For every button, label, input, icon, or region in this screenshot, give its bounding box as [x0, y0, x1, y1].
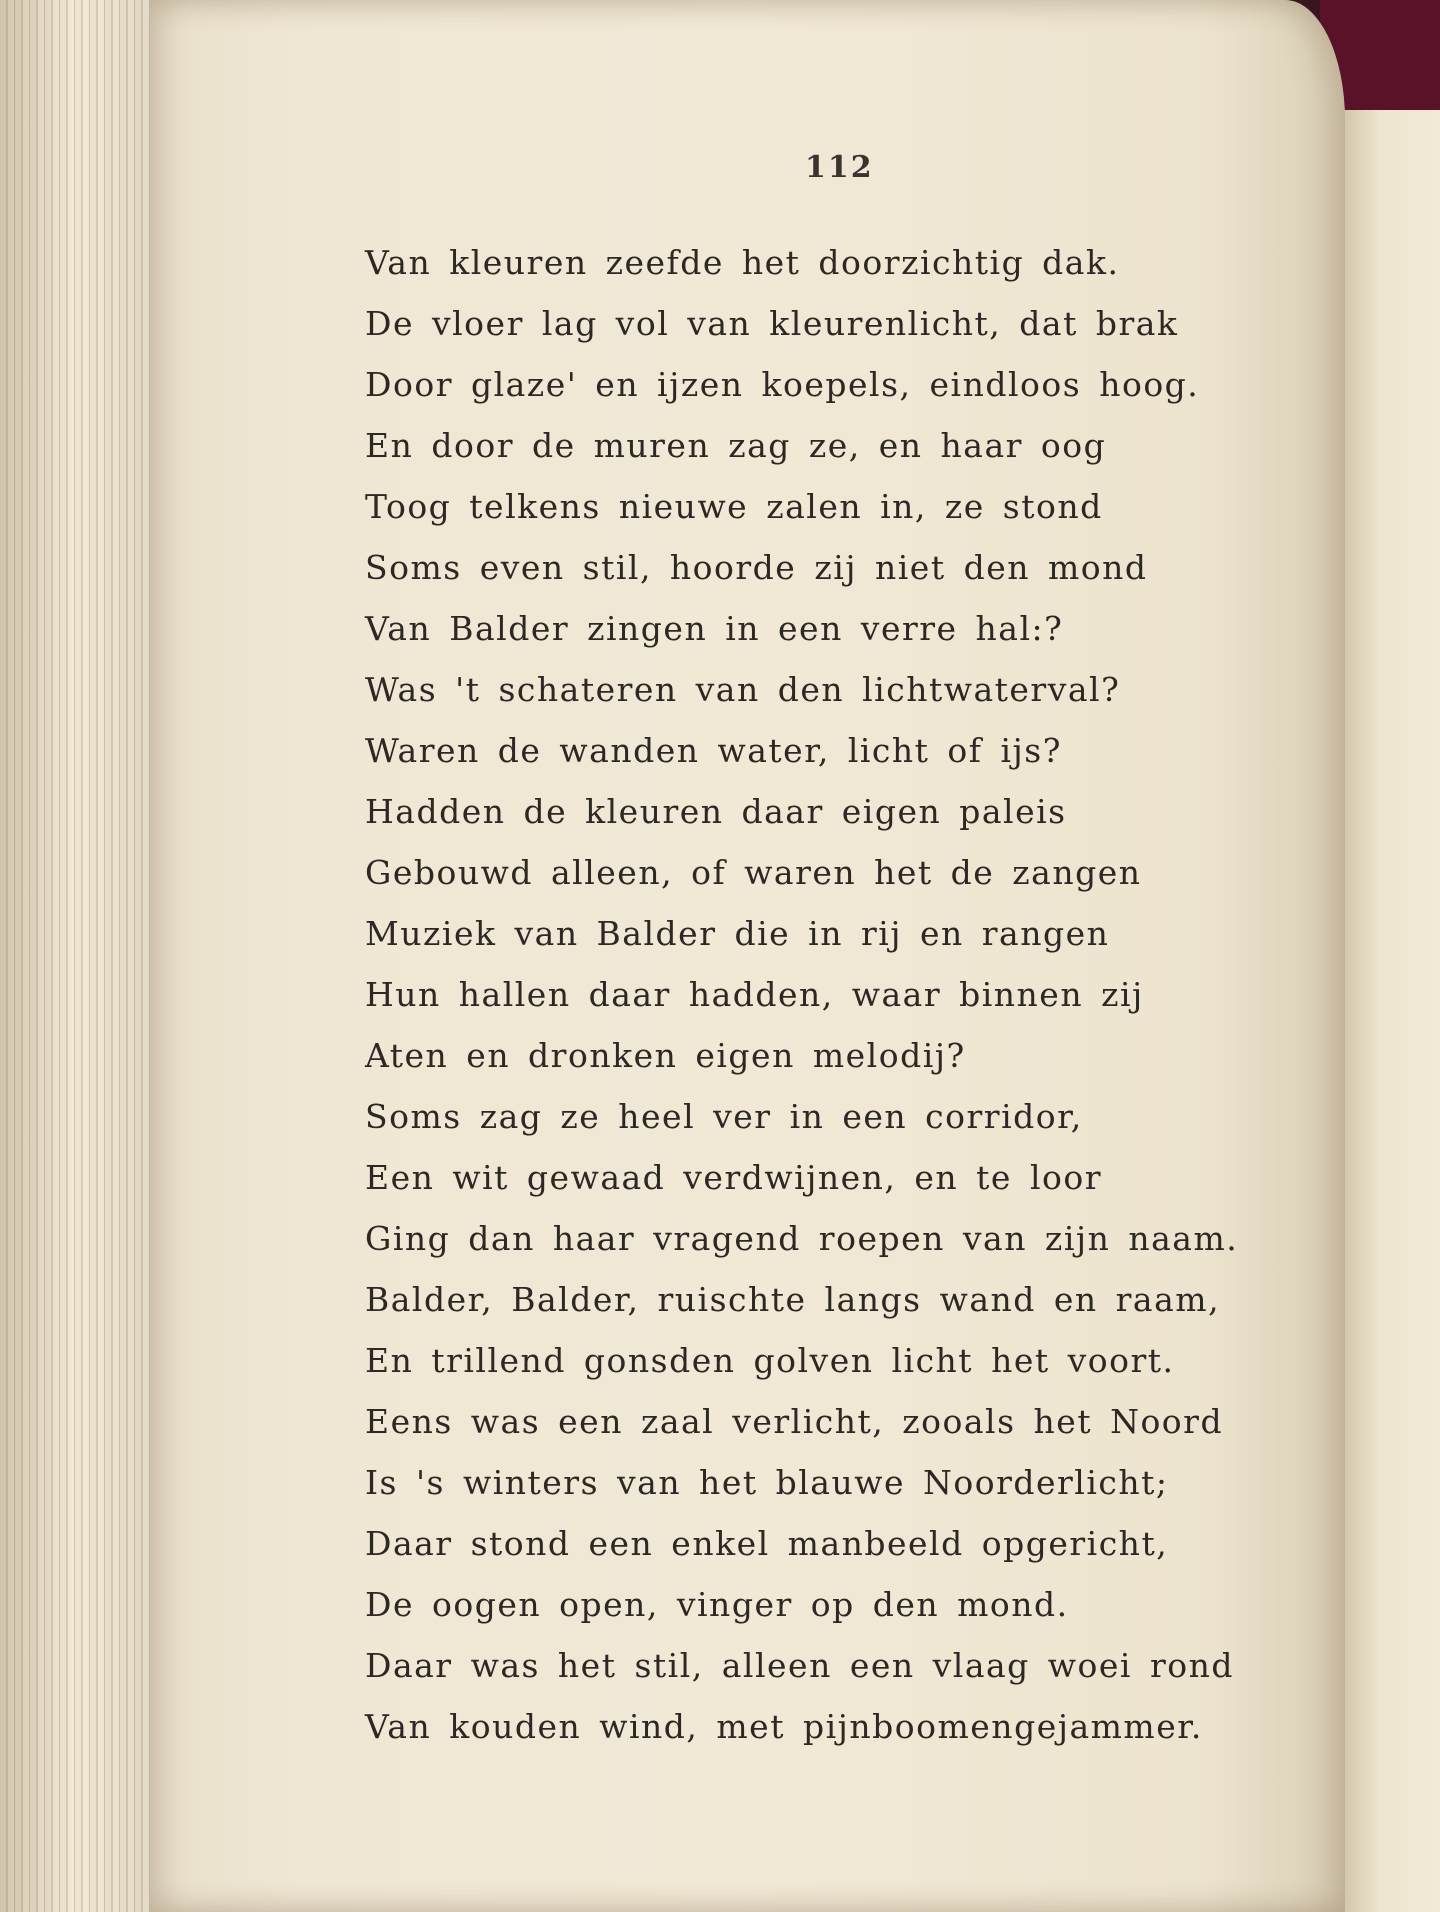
- poem-line: Een wit gewaad verdwijnen, en te loor: [365, 1158, 1103, 1197]
- poem-line: De oogen open, vinger op den mond.: [365, 1585, 1069, 1624]
- poem-line: De vloer lag vol van kleurenlicht, dat brak: [365, 304, 1179, 343]
- poem-line: Is 's winters van het blauwe Noorderlicht;: [365, 1463, 1169, 1502]
- poem-line: Soms even stil, hoorde zij niet den mond: [365, 548, 1148, 587]
- poem-line: Toog telkens nieuwe zalen in, ze stond: [365, 487, 1103, 526]
- page-number: 112: [805, 150, 874, 185]
- poem-text: [365, 232, 1325, 1757]
- poem-line: Aten en dronken eigen melodij?: [365, 1036, 966, 1075]
- poem-line: Balder, Balder, ruischte langs wand en raam,: [365, 1280, 1221, 1319]
- next-page-edge: [1340, 110, 1440, 1912]
- poem-line: Soms zag ze heel ver in een corridor,: [365, 1097, 1083, 1136]
- poem-line: Muziek van Balder die in rij en rangen: [365, 914, 1110, 953]
- poem-line: Was 't schateren van den lichtwaterval?: [365, 670, 1121, 709]
- poem-line: Van kleuren zeefde het doorzichtig dak.: [365, 243, 1120, 282]
- poem-line: Hun hallen daar hadden, waar binnen zij: [365, 975, 1144, 1014]
- poem-line: En trillend gonsden golven licht het voort.: [365, 1341, 1175, 1380]
- poem-line: Van Balder zingen in een verre hal:?: [365, 609, 1064, 648]
- poem-line: Ging dan haar vragend roepen van zijn naam.: [365, 1219, 1239, 1258]
- poem-line: Waren de wanden water, licht of ijs?: [365, 731, 1062, 770]
- poem-line: Eens was een zaal verlicht, zooals het Noord: [365, 1402, 1224, 1441]
- poem-line: En door de muren zag ze, en haar oog: [365, 426, 1107, 465]
- poem-line: Daar was het stil, alleen een vlaag woei rond: [365, 1646, 1234, 1685]
- poem-line: Daar stond een enkel manbeeld opgericht,: [365, 1524, 1169, 1563]
- poem-line: Van kouden wind, met pijnboomengejammer.: [365, 1707, 1203, 1746]
- poem-line: Hadden de kleuren daar eigen paleis: [365, 792, 1067, 831]
- poem-line: Gebouwd alleen, of waren het de zangen: [365, 853, 1142, 892]
- poem-line: Door glaze' en ijzen koepels, eindloos hoog.: [365, 365, 1200, 404]
